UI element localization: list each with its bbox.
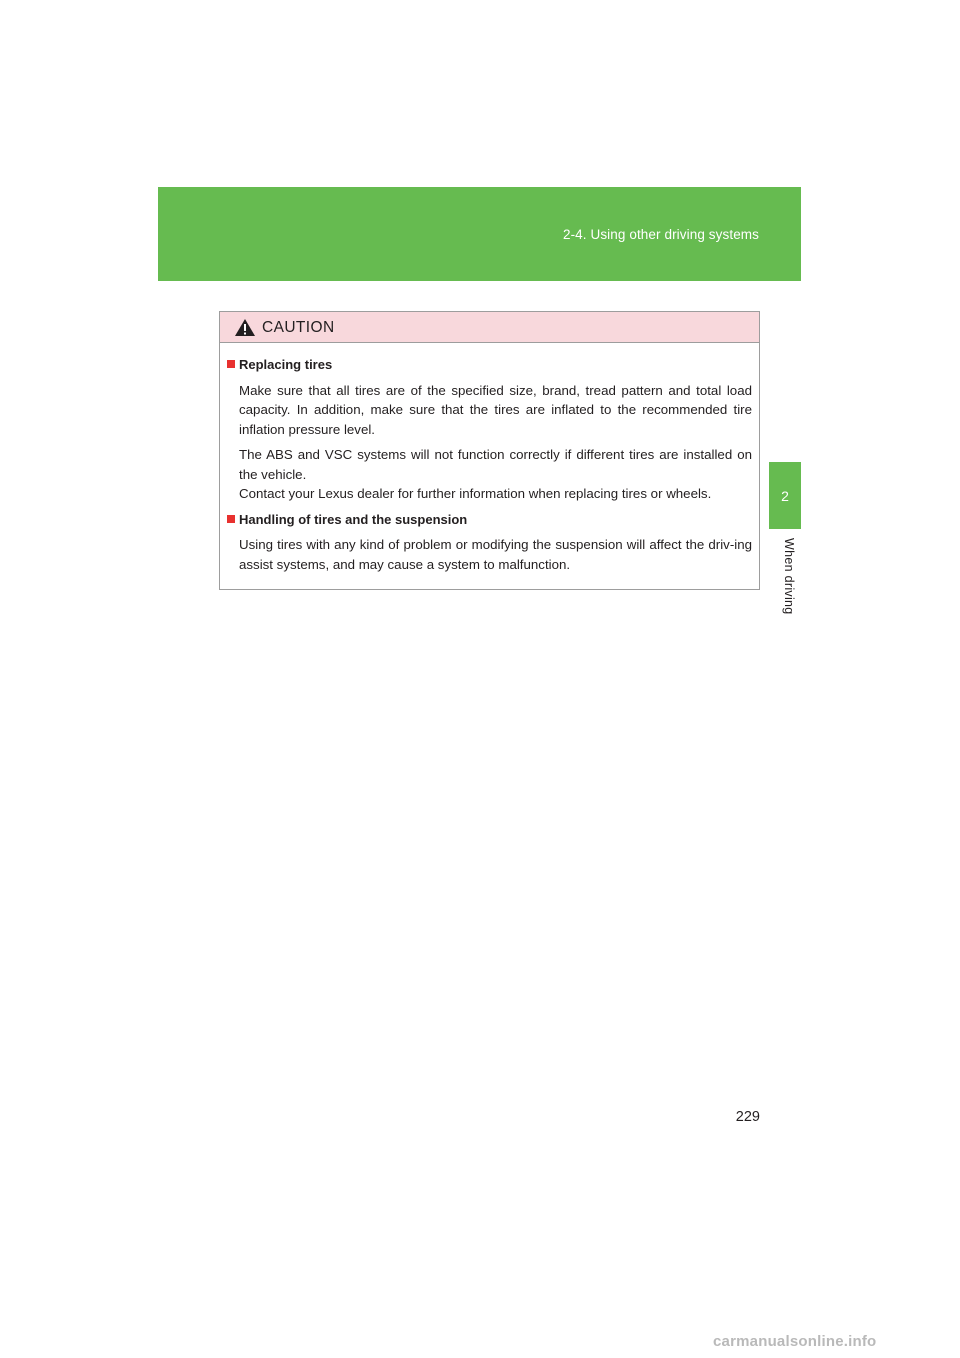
paragraph: Using tires with any kind of problem or modifying the suspension will affect the driv-ing assist systems, and may cause a system to malfunction. (239, 537, 752, 572)
red-square-bullet-icon (227, 360, 235, 368)
section-header-band (158, 187, 801, 281)
heading-text: Replacing tires (239, 357, 333, 372)
chapter-label: When driving (782, 538, 796, 615)
chapter-tab (769, 462, 801, 529)
page-number: 229 (735, 1109, 760, 1125)
caution-header (220, 312, 759, 343)
section-heading-tires-suspension (227, 510, 752, 530)
chapter-number: 2 (781, 488, 789, 504)
section-title: 2-4. Using other driving systems (562, 227, 759, 242)
watermark-logo: carmanualsonline.info (713, 1333, 877, 1350)
warning-triangle-icon (234, 318, 256, 337)
paragraph: The ABS and VSC systems will not function correctly if different tires are installed on the vehicle. (239, 447, 752, 482)
caution-body (220, 343, 759, 574)
section-heading-replacing-tires (227, 355, 752, 375)
paragraph: Contact your Lexus dealer for further information when replacing tires or wheels. (239, 486, 712, 501)
red-square-bullet-icon (227, 515, 235, 523)
paragraph: Make sure that all tires are of the specified size, brand, tread pattern and total load capacity. In addition, make sure that the tires are inflated to the recommended tire inflation pressure level. (239, 382, 752, 437)
caution-box (219, 311, 760, 590)
caution-title: CAUTION (262, 319, 335, 336)
heading-text: Handling of tires and the suspension (239, 511, 468, 527)
